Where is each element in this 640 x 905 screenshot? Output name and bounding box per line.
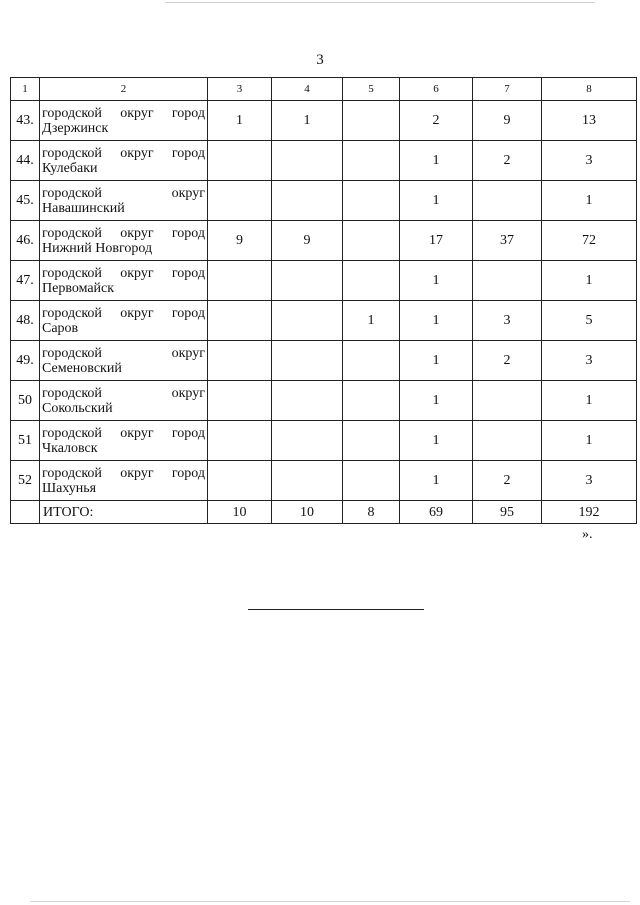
district-name: городской округ город Нижний Новгород xyxy=(40,221,208,261)
cell-col6: 1 xyxy=(400,181,473,221)
table-row xyxy=(11,181,637,221)
cell-col7: 3 xyxy=(473,301,542,341)
cell-col6: 1 xyxy=(400,421,473,461)
cell-col3 xyxy=(208,421,272,461)
header-cell: 6 xyxy=(400,78,473,101)
cell-col8: 5 xyxy=(542,301,637,341)
cell-col5 xyxy=(343,221,400,261)
table-row xyxy=(11,261,637,301)
row-number: 43. xyxy=(11,101,40,141)
cell-col4 xyxy=(272,301,343,341)
district-name: городской округ Сокольский xyxy=(40,381,208,421)
row-number: 45. xyxy=(11,181,40,221)
header-cell: 7 xyxy=(473,78,542,101)
cell-col3 xyxy=(208,181,272,221)
cell-col5 xyxy=(343,461,400,501)
total-col7: 95 xyxy=(473,501,542,524)
table-row xyxy=(11,381,637,421)
row-number: 50 xyxy=(11,381,40,421)
cell-col7: 9 xyxy=(473,101,542,141)
header-cell: 2 xyxy=(40,78,208,101)
table-row xyxy=(11,421,637,461)
cell-col3 xyxy=(208,381,272,421)
district-name: городской округ город Шахунья xyxy=(40,461,208,501)
row-number: 51 xyxy=(11,421,40,461)
cell-col6: 1 xyxy=(400,381,473,421)
cell-col6: 17 xyxy=(400,221,473,261)
cell-col8: 1 xyxy=(542,261,637,301)
page-number: 3 xyxy=(316,52,324,68)
cell-col3 xyxy=(208,341,272,381)
row-number: 46. xyxy=(11,221,40,261)
cell-col8: 1 xyxy=(542,421,637,461)
header-cell: 5 xyxy=(343,78,400,101)
total-label: ИТОГО: xyxy=(40,501,208,524)
cell-col4 xyxy=(272,181,343,221)
district-name: городской округ город Дзержинск xyxy=(40,101,208,141)
cell-col7: 2 xyxy=(473,341,542,381)
header-cell: 1 xyxy=(11,78,40,101)
row-number: 47. xyxy=(11,261,40,301)
cell-col7: 2 xyxy=(473,141,542,181)
cell-col5 xyxy=(343,381,400,421)
closing-quote: ». xyxy=(582,527,593,542)
cell-col5 xyxy=(343,341,400,381)
cell-col3 xyxy=(208,261,272,301)
cell-col3 xyxy=(208,461,272,501)
header-cell: 3 xyxy=(208,78,272,101)
cell-col4 xyxy=(272,461,343,501)
cell-col4 xyxy=(272,341,343,381)
cell-col8: 3 xyxy=(542,341,637,381)
table-row xyxy=(11,141,637,181)
cell-col7 xyxy=(473,421,542,461)
row-number: 52 xyxy=(11,461,40,501)
table-row xyxy=(11,221,637,261)
table-row xyxy=(11,341,637,381)
cell-col4: 1 xyxy=(272,101,343,141)
cell-col5 xyxy=(343,181,400,221)
table-row xyxy=(11,301,637,341)
district-name: городской округ город Саров xyxy=(40,301,208,341)
total-empty-cell xyxy=(11,501,40,524)
cell-col8: 72 xyxy=(542,221,637,261)
cell-col5 xyxy=(343,261,400,301)
total-col8: 192 xyxy=(542,501,637,524)
cell-col7: 37 xyxy=(473,221,542,261)
cell-col8: 1 xyxy=(542,381,637,421)
cell-col6: 1 xyxy=(400,261,473,301)
total-col4: 10 xyxy=(272,501,343,524)
cell-col4 xyxy=(272,421,343,461)
cell-col3 xyxy=(208,301,272,341)
cell-col6: 1 xyxy=(400,141,473,181)
district-name: городской округ город Кулебаки xyxy=(40,141,208,181)
total-col5: 8 xyxy=(343,501,400,524)
district-name: городской округ город Чкаловск xyxy=(40,421,208,461)
cell-col3: 9 xyxy=(208,221,272,261)
cell-col3 xyxy=(208,141,272,181)
cell-col8: 3 xyxy=(542,141,637,181)
cell-col7 xyxy=(473,261,542,301)
cell-col4 xyxy=(272,261,343,301)
cell-col6: 1 xyxy=(400,341,473,381)
cell-col6: 1 xyxy=(400,461,473,501)
cell-col4 xyxy=(272,381,343,421)
cell-col5 xyxy=(343,421,400,461)
total-row xyxy=(11,501,637,524)
cell-col8: 13 xyxy=(542,101,637,141)
top-edge-rule xyxy=(165,2,595,3)
row-number: 49. xyxy=(11,341,40,381)
row-number: 48. xyxy=(11,301,40,341)
cell-col8: 1 xyxy=(542,181,637,221)
cell-col7: 2 xyxy=(473,461,542,501)
cell-col3: 1 xyxy=(208,101,272,141)
district-name: городской округ Навашинский xyxy=(40,181,208,221)
cell-col5 xyxy=(343,141,400,181)
row-number: 44. xyxy=(11,141,40,181)
municipal-table xyxy=(10,77,637,524)
total-col3: 10 xyxy=(208,501,272,524)
cell-col7 xyxy=(473,381,542,421)
header-cell: 4 xyxy=(272,78,343,101)
cell-col4: 9 xyxy=(272,221,343,261)
cell-col8: 3 xyxy=(542,461,637,501)
table-header-row xyxy=(11,78,637,101)
table-row xyxy=(11,101,637,141)
cell-col6: 2 xyxy=(400,101,473,141)
cell-col7 xyxy=(473,181,542,221)
cell-col6: 1 xyxy=(400,301,473,341)
cell-col4 xyxy=(272,141,343,181)
bottom-edge-rule xyxy=(30,901,630,902)
cell-col5 xyxy=(343,101,400,141)
total-col6: 69 xyxy=(400,501,473,524)
cell-col5: 1 xyxy=(343,301,400,341)
district-name: городской округ Семеновский xyxy=(40,341,208,381)
district-name: городской округ город Первомайск xyxy=(40,261,208,301)
header-cell: 8 xyxy=(542,78,637,101)
table-row xyxy=(11,461,637,501)
end-of-document-rule xyxy=(248,609,424,610)
